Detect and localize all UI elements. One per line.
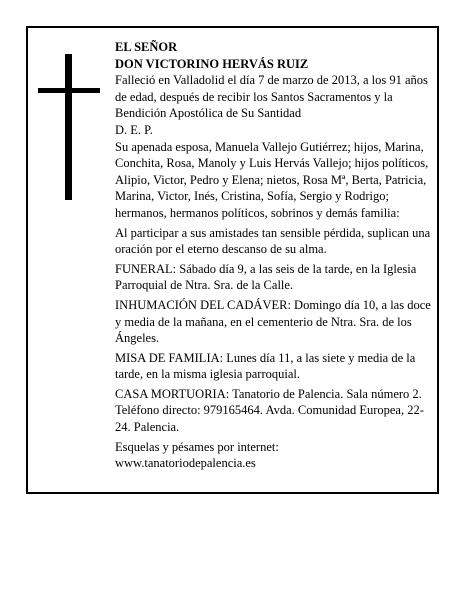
death-announcement: Falleció en Valladolid el día 7 de marzo de 2013, a los 91 años de edad, después de recibir los Santos Sacramentos y la Bendición Apostólica de Su Santidad bbox=[115, 73, 428, 121]
website-link[interactable]: www.tanatoriodepalencia.es bbox=[115, 456, 256, 471]
obituary-notice bbox=[26, 26, 439, 494]
prayer-request: Al participar a sus amistades tan sensible pérdida, suplican una oración por el eterno descanso de su alma. bbox=[115, 225, 431, 257]
condolences-label: Esquelas y pésames por internet: bbox=[115, 439, 279, 454]
cross-horizontal-bar bbox=[38, 88, 100, 93]
latin-cross-icon bbox=[38, 54, 100, 200]
burial-info: INHUMACIÓN DEL CADÁVER: Domingo día 10, a las doce y media de la mañana, en el cementerio de Ntra. Sra. de los Ángeles. bbox=[115, 297, 431, 346]
dep-line: D. E. P. bbox=[115, 122, 153, 137]
deceased-name: DON VICTORINO HERVÁS RUIZ bbox=[115, 56, 309, 71]
funeral-info: FUNERAL: Sábado día 9, a las seis de la tarde, en la Iglesia Parroquial de Ntra. Sra. de la Calle. bbox=[115, 261, 417, 293]
family-list: Su apenada esposa, Manuela Vallejo Gutiérrez; hijos, Marina, Conchita, Rosa, Manoly y Luis Hervás Vallejo; hijos políticos, Alipio, Victor, Pedro y Elena; nietos, Rosa Mª, Berta, Patricia, Marina, Victor, Inés, Cristina, Sofía, Sergio y Rodrigo; hermanos, hermanos políticos, sobrinos y demás familia: bbox=[115, 139, 429, 220]
funeral-home-info: CASA MORTUORIA: Tanatorio de Palencia. Sala número 2. Teléfono directo: 979165464. Avda. Comunidad Europea, 22-24. Palencia. bbox=[115, 386, 424, 435]
notice-text bbox=[115, 39, 433, 472]
family-mass-info: MISA DE FAMILIA: Lunes día 11, a las siete y media de la tarde, en la misma iglesia parroquial. bbox=[115, 350, 416, 382]
title-line-1: EL SEÑOR bbox=[115, 40, 178, 54]
cross-vertical-bar bbox=[65, 54, 72, 200]
